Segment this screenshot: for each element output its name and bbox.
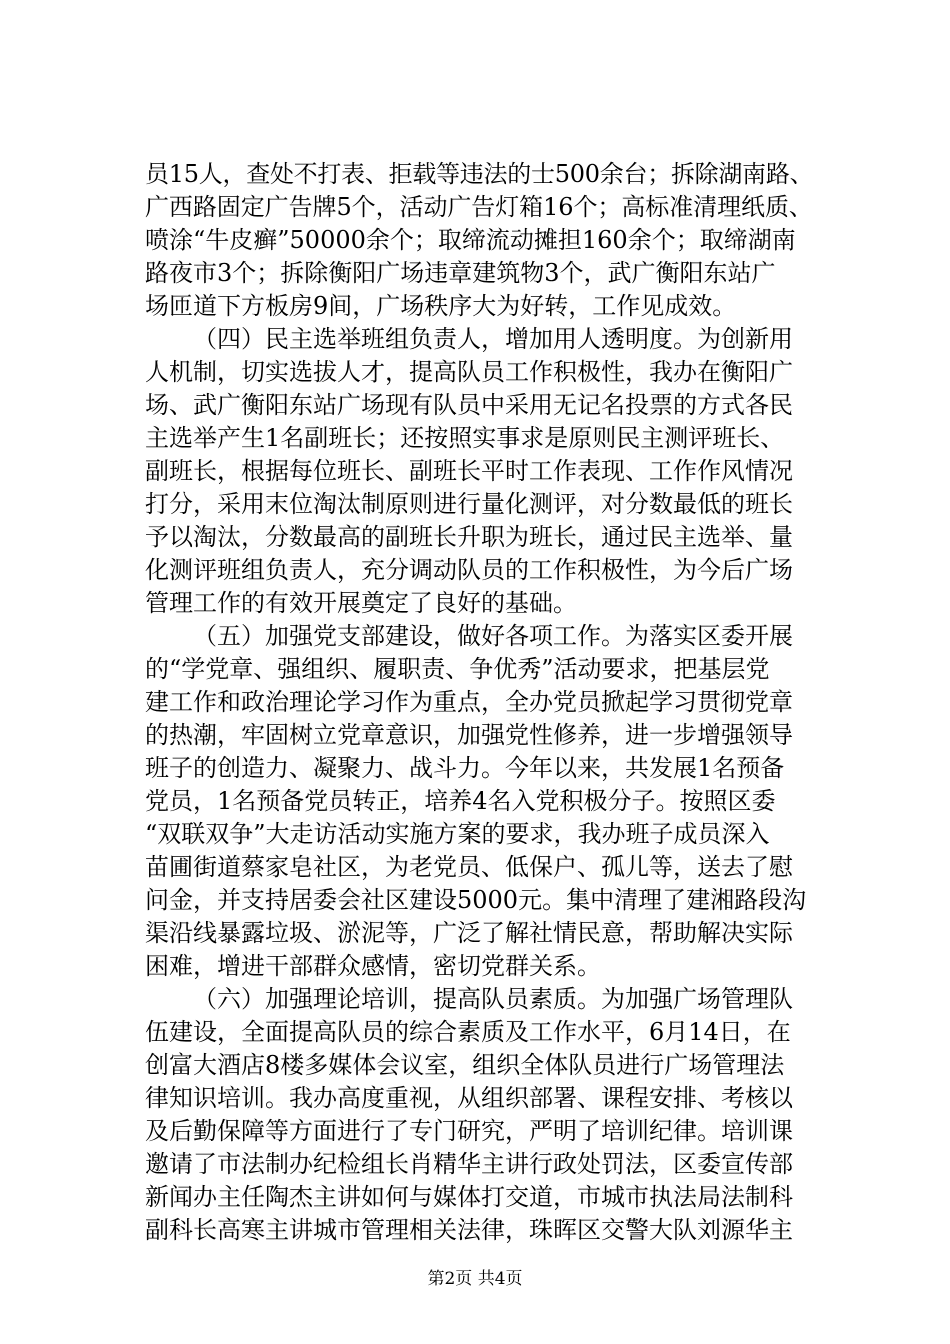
paragraph-start-line: （六）加强理论培训，提高队员素质。为加强广场管理队	[193, 985, 793, 1013]
page-footer: 第2页 共4页	[427, 1269, 523, 1289]
text-line: 的热潮，牢固树立党章意识，加强党性修养，进一步增强领导	[145, 721, 793, 749]
text-line: 困难，增进干部群众感情，密切党群关系。	[145, 952, 601, 980]
paragraph-start-line: （四）民主选举班组负责人，增加用人透明度。为创新用	[193, 325, 793, 353]
text-line: 伍建设，全面提高队员的综合素质及工作水平，6月14日，在	[145, 1018, 791, 1046]
text-line: 管理工作的有效开展奠定了良好的基础。	[145, 589, 577, 617]
text-line: 新闻办主任陶杰主讲如何与媒体打交道，市城市执法局法制科	[145, 1183, 793, 1211]
text-line: 邀请了市法制办纪检组长肖精华主讲行政处罚法，区委宣传部	[145, 1150, 793, 1178]
paragraph-start-line: （五）加强党支部建设，做好各项工作。为落实区委开展	[193, 622, 793, 650]
text-line: 喷涂“牛皮癣”50000余个；取缔流动摊担160余个；取缔湖南	[145, 226, 796, 254]
text-line: 副班长，根据每位班长、副班长平时工作表现、工作作风情况	[145, 457, 793, 485]
text-line: 路夜市3个；拆除衡阳广场违章建筑物3个，武广衡阳东站广	[145, 259, 776, 287]
text-line: 渠沿线暴露垃圾、淤泥等，广泛了解社情民意，帮助解决实际	[145, 919, 793, 947]
text-line: 创富大酒店8楼多媒体会议室，组织全体队员进行广场管理法	[145, 1051, 785, 1079]
text-line: 主选举产生1名副班长；还按照实事求是原则民主测评班长、	[145, 424, 785, 452]
text-line: 人机制，切实选拔人才，提高队员工作积极性，我办在衡阳广	[145, 358, 793, 386]
text-line: 化测评班组负责人，充分调动队员的工作积极性，为今后广场	[145, 556, 793, 584]
text-line: 场匝道下方板房9间，广场秩序大为好转，工作见成效。	[145, 292, 737, 320]
text-line: 予以淘汰，分数最高的副班长升职为班长，通过民主选举、量	[145, 523, 793, 551]
text-line: 副科长高寒主讲城市管理相关法律，珠晖区交警大队刘源华主	[145, 1216, 793, 1244]
text-line: 广西路固定广告牌5个，活动广告灯箱16个；高标准清理纸质、	[145, 193, 813, 221]
text-line: 的“学党章、强组织、履职责、争优秀”活动要求，把基层党	[145, 655, 770, 683]
document-body	[145, 158, 813, 1247]
text-line: 问金，并支持居委会社区建设5000元。集中清理了建湘路段沟	[145, 886, 807, 914]
text-line: 苗圃街道蔡家皂社区，为老党员、低保户、孤儿等，送去了慰	[145, 853, 793, 881]
text-line: “双联双争”大走访活动实施方案的要求，我办班子成员深入	[145, 820, 770, 848]
text-line: 班子的创造力、凝聚力、战斗力。今年以来，共发展1名预备	[145, 754, 785, 782]
text-line: 员15人，查处不打表、拒载等违法的士500余台；拆除湖南路、	[145, 160, 814, 188]
text-line: 建工作和政治理论学习作为重点，全办党员掀起学习贯彻党章	[145, 688, 793, 716]
text-line: 场、武广衡阳东站广场现有队员中采用无记名投票的方式各民	[145, 391, 793, 419]
text-line: 党员，1名预备党员转正，培养4名入党积极分子。按照区委	[145, 787, 776, 815]
text-line: 及后勤保障等方面进行了专门研究，严明了培训纪律。培训课	[145, 1117, 793, 1145]
text-line: 打分，采用末位淘汰制原则进行量化测评，对分数最低的班长	[145, 490, 793, 518]
text-line: 律知识培训。我办高度重视，从组织部署、课程安排、考核以	[145, 1084, 793, 1112]
